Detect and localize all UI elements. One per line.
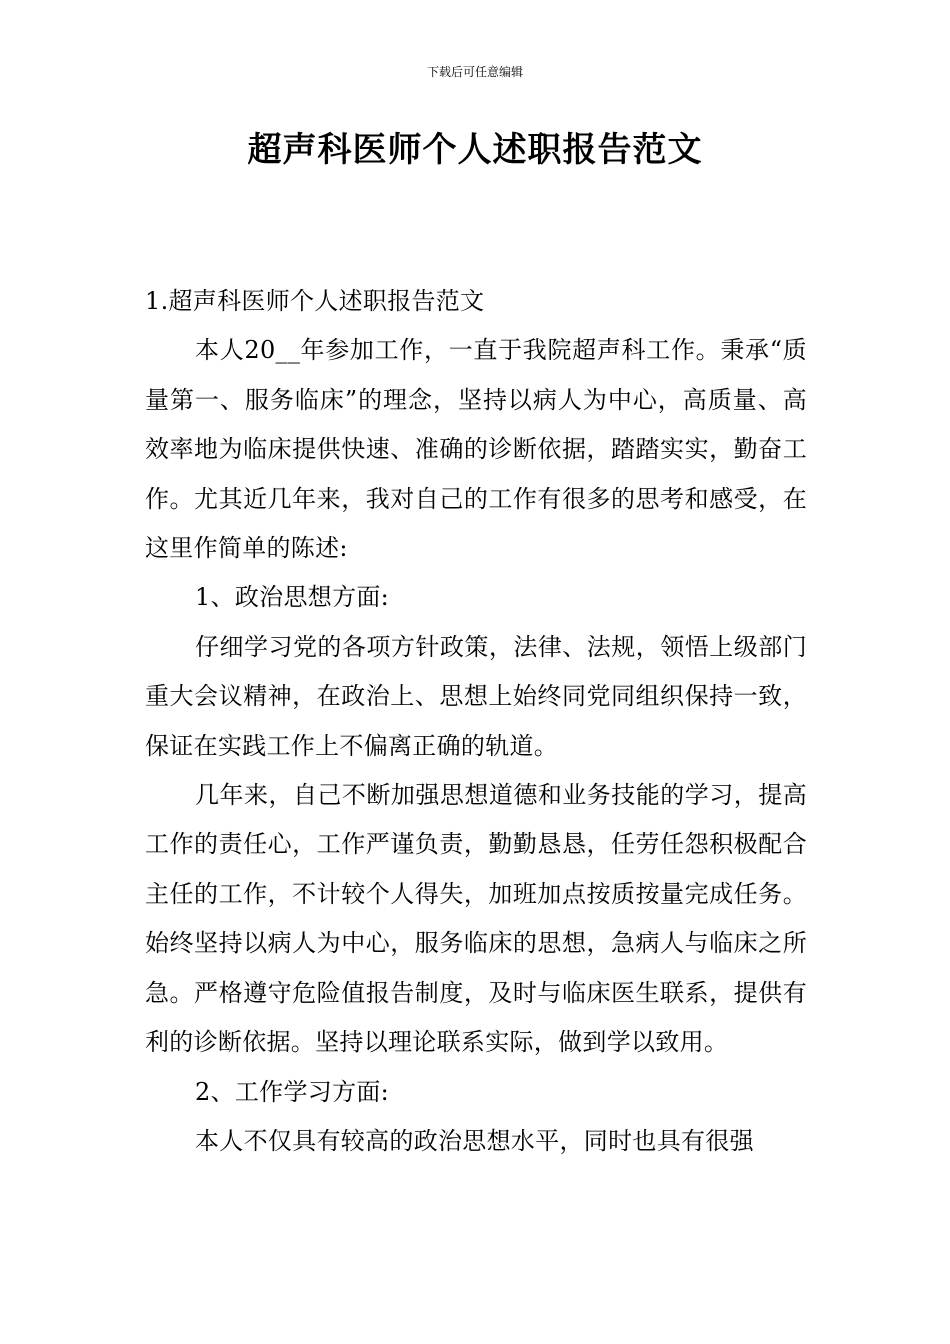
document-body	[145, 277, 807, 1166]
document-title: 超声科医师个人述职报告范文	[247, 130, 703, 170]
section-heading: 1.超声科医师个人述职报告范文	[145, 287, 485, 315]
header-note: 下载后可任意编辑	[426, 65, 523, 79]
paragraph-work-study: 本人不仅具有较高的政治思想水平，同时也具有很强	[195, 1126, 754, 1155]
subheading-work-study: 2、工作学习方面:	[195, 1077, 390, 1106]
paragraph-work-attitude: 几年来，自己不断加强思想道德和业务技能的学习，提高工作的责任心，工作严谨负责，勤勤恳恳，任劳任怨积极配合主任的工作，不计较个人得失，加班加点按质按量完成任务。始终坚持以病人为中心，服务临床的思想，急病人与临床之所急。严格遵守危险值报告制度，及时与临床医生联系，提供有利的诊断依据。坚持以理论联系实际，做到学以致用。	[145, 781, 807, 1057]
subheading-political: 1、政治思想方面:	[195, 583, 390, 612]
paragraph-intro: 本人20__年参加工作，一直于我院超声科工作。秉承“质量第一、服务临床”的理念，坚持以病人为中心，高质量、高效率地为临床提供快速、准确的诊断依据，踏踏实实，勤奋工作。尤其近几年来，我对自己的工作有很多的思考和感受，在这里作简单的陈述:	[145, 336, 807, 563]
paragraph-political: 仔细学习党的各项方针政策，法律、法规，领悟上级部门重大会议精神，在政治上、思想上始终同党同组织保持一致，保证在实践工作上不偏离正确的轨道。	[145, 632, 807, 760]
